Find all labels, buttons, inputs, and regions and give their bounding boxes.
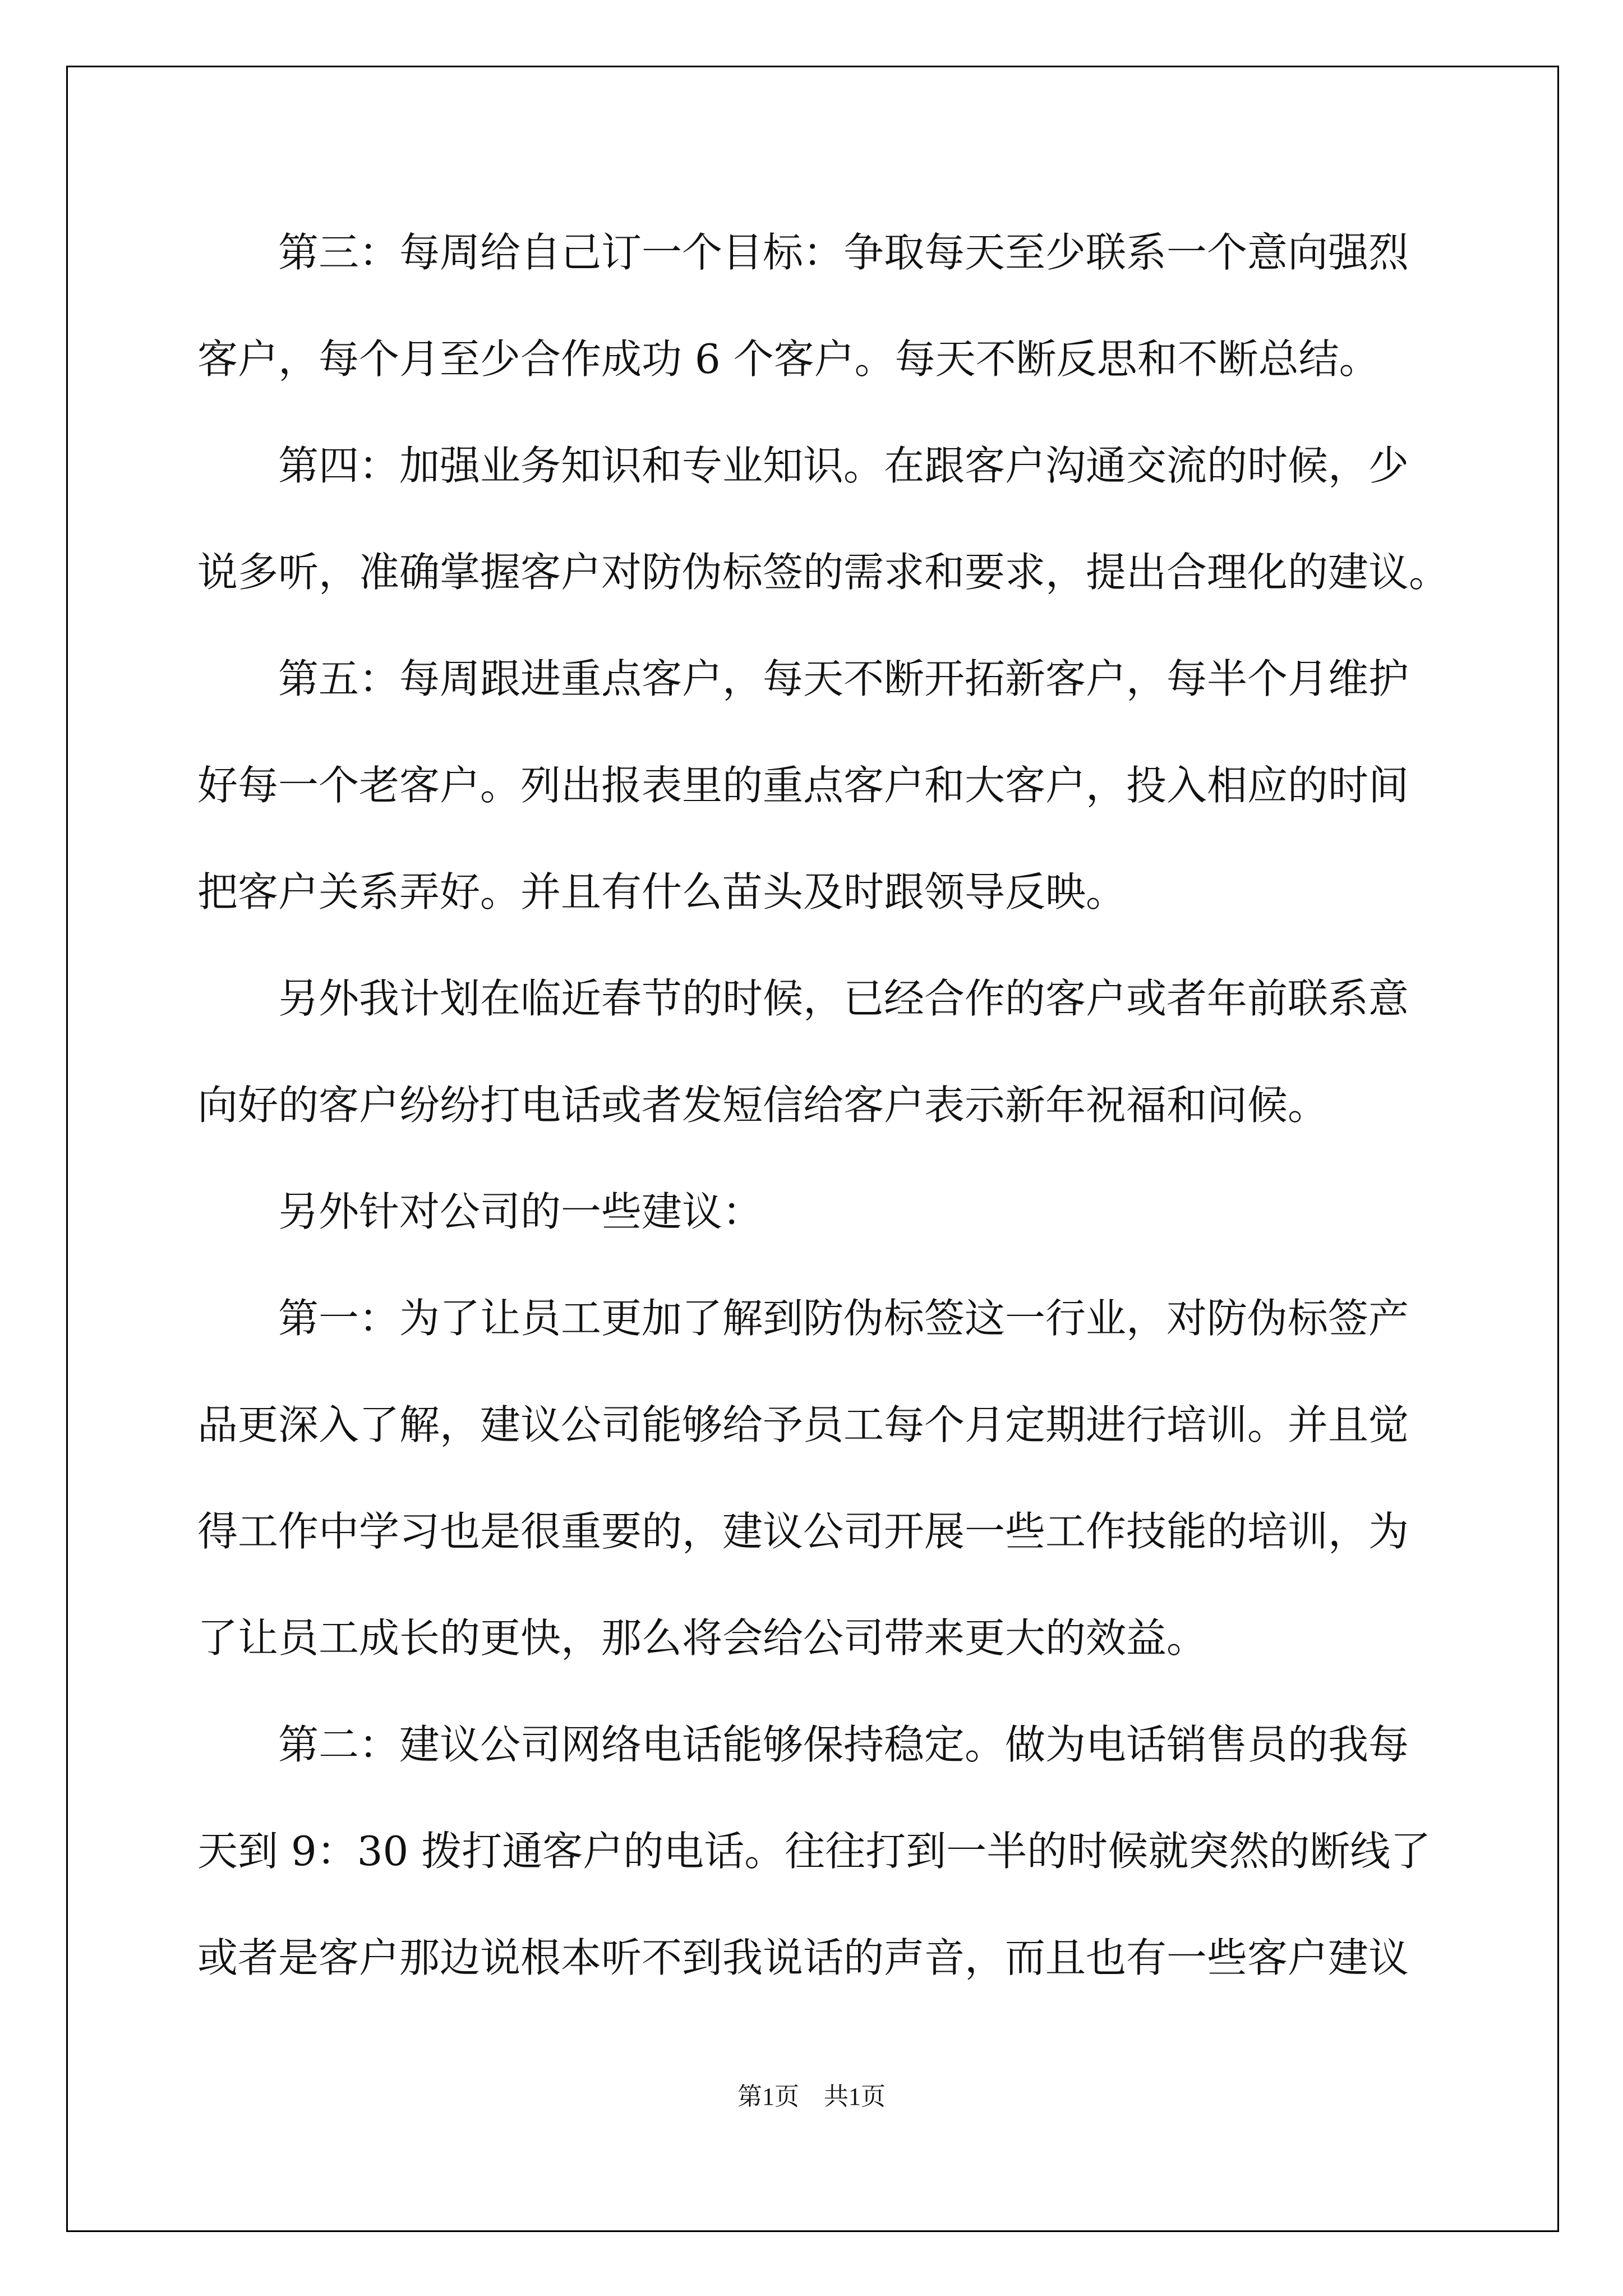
paragraph-line: 得工作中学习也是很重要的，建议公司开展一些工作技能的培训，为 [197,1508,1409,1555]
paragraph-line: 另外我计划在临近春节的时候，已经合作的客户或者年前联系意 [278,975,1409,1022]
paragraph-line: 或者是客户那边说根本听不到我说话的声音，而且也有一些客户建议 [197,1934,1409,1981]
paragraph-line: 把客户关系弄好。并且有什么苗头及时跟领导反映。 [197,868,1127,915]
paragraph-line: 第一：为了让员工更加了解到防伪标签这一行业，对防伪标签产 [278,1295,1409,1342]
paragraph-line: 第四：加强业务知识和专业知识。在跟客户沟通交流的时候，少 [278,442,1409,489]
paragraph-line: 向好的客户纷纷打电话或者发短信给客户表示新年祝福和问候。 [197,1082,1329,1129]
paragraph-line: 说多听，准确掌握客户对防伪标签的需求和要求，提出合理化的建议。 [197,549,1450,596]
page-number-footer: 第1页 共1页 [737,2083,886,2110]
paragraph-line: 品更深入了解，建议公司能够给予员工每个月定期进行培训。并且觉 [197,1401,1409,1448]
paragraph-line: 天到 9：30 拨打通客户的电话。往往打到一半的时候就突然的断线了 [197,1828,1431,1875]
paragraph-line: 另外针对公司的一些建议： [278,1188,763,1235]
paragraph-line: 好每一个老客户。列出报表里的重点客户和大客户，投入相应的时间 [197,762,1409,809]
paragraph-line: 了让员工成长的更快，那么将会给公司带来更大的效益。 [197,1614,1207,1662]
page-border [66,66,1559,2232]
paragraph-line: 第二：建议公司网络电话能够保持稳定。做为电话销售员的我每 [278,1721,1409,1768]
paragraph-line: 客户，每个月至少合作成功 6 个客户。每天不断反思和不断总结。 [197,335,1380,383]
paragraph-line: 第三：每周给自己订一个目标：争取每天至少联系一个意向强烈 [278,229,1409,276]
paragraph-line: 第五：每周跟进重点客户，每天不断开拓新客户，每半个月维护 [278,655,1409,702]
